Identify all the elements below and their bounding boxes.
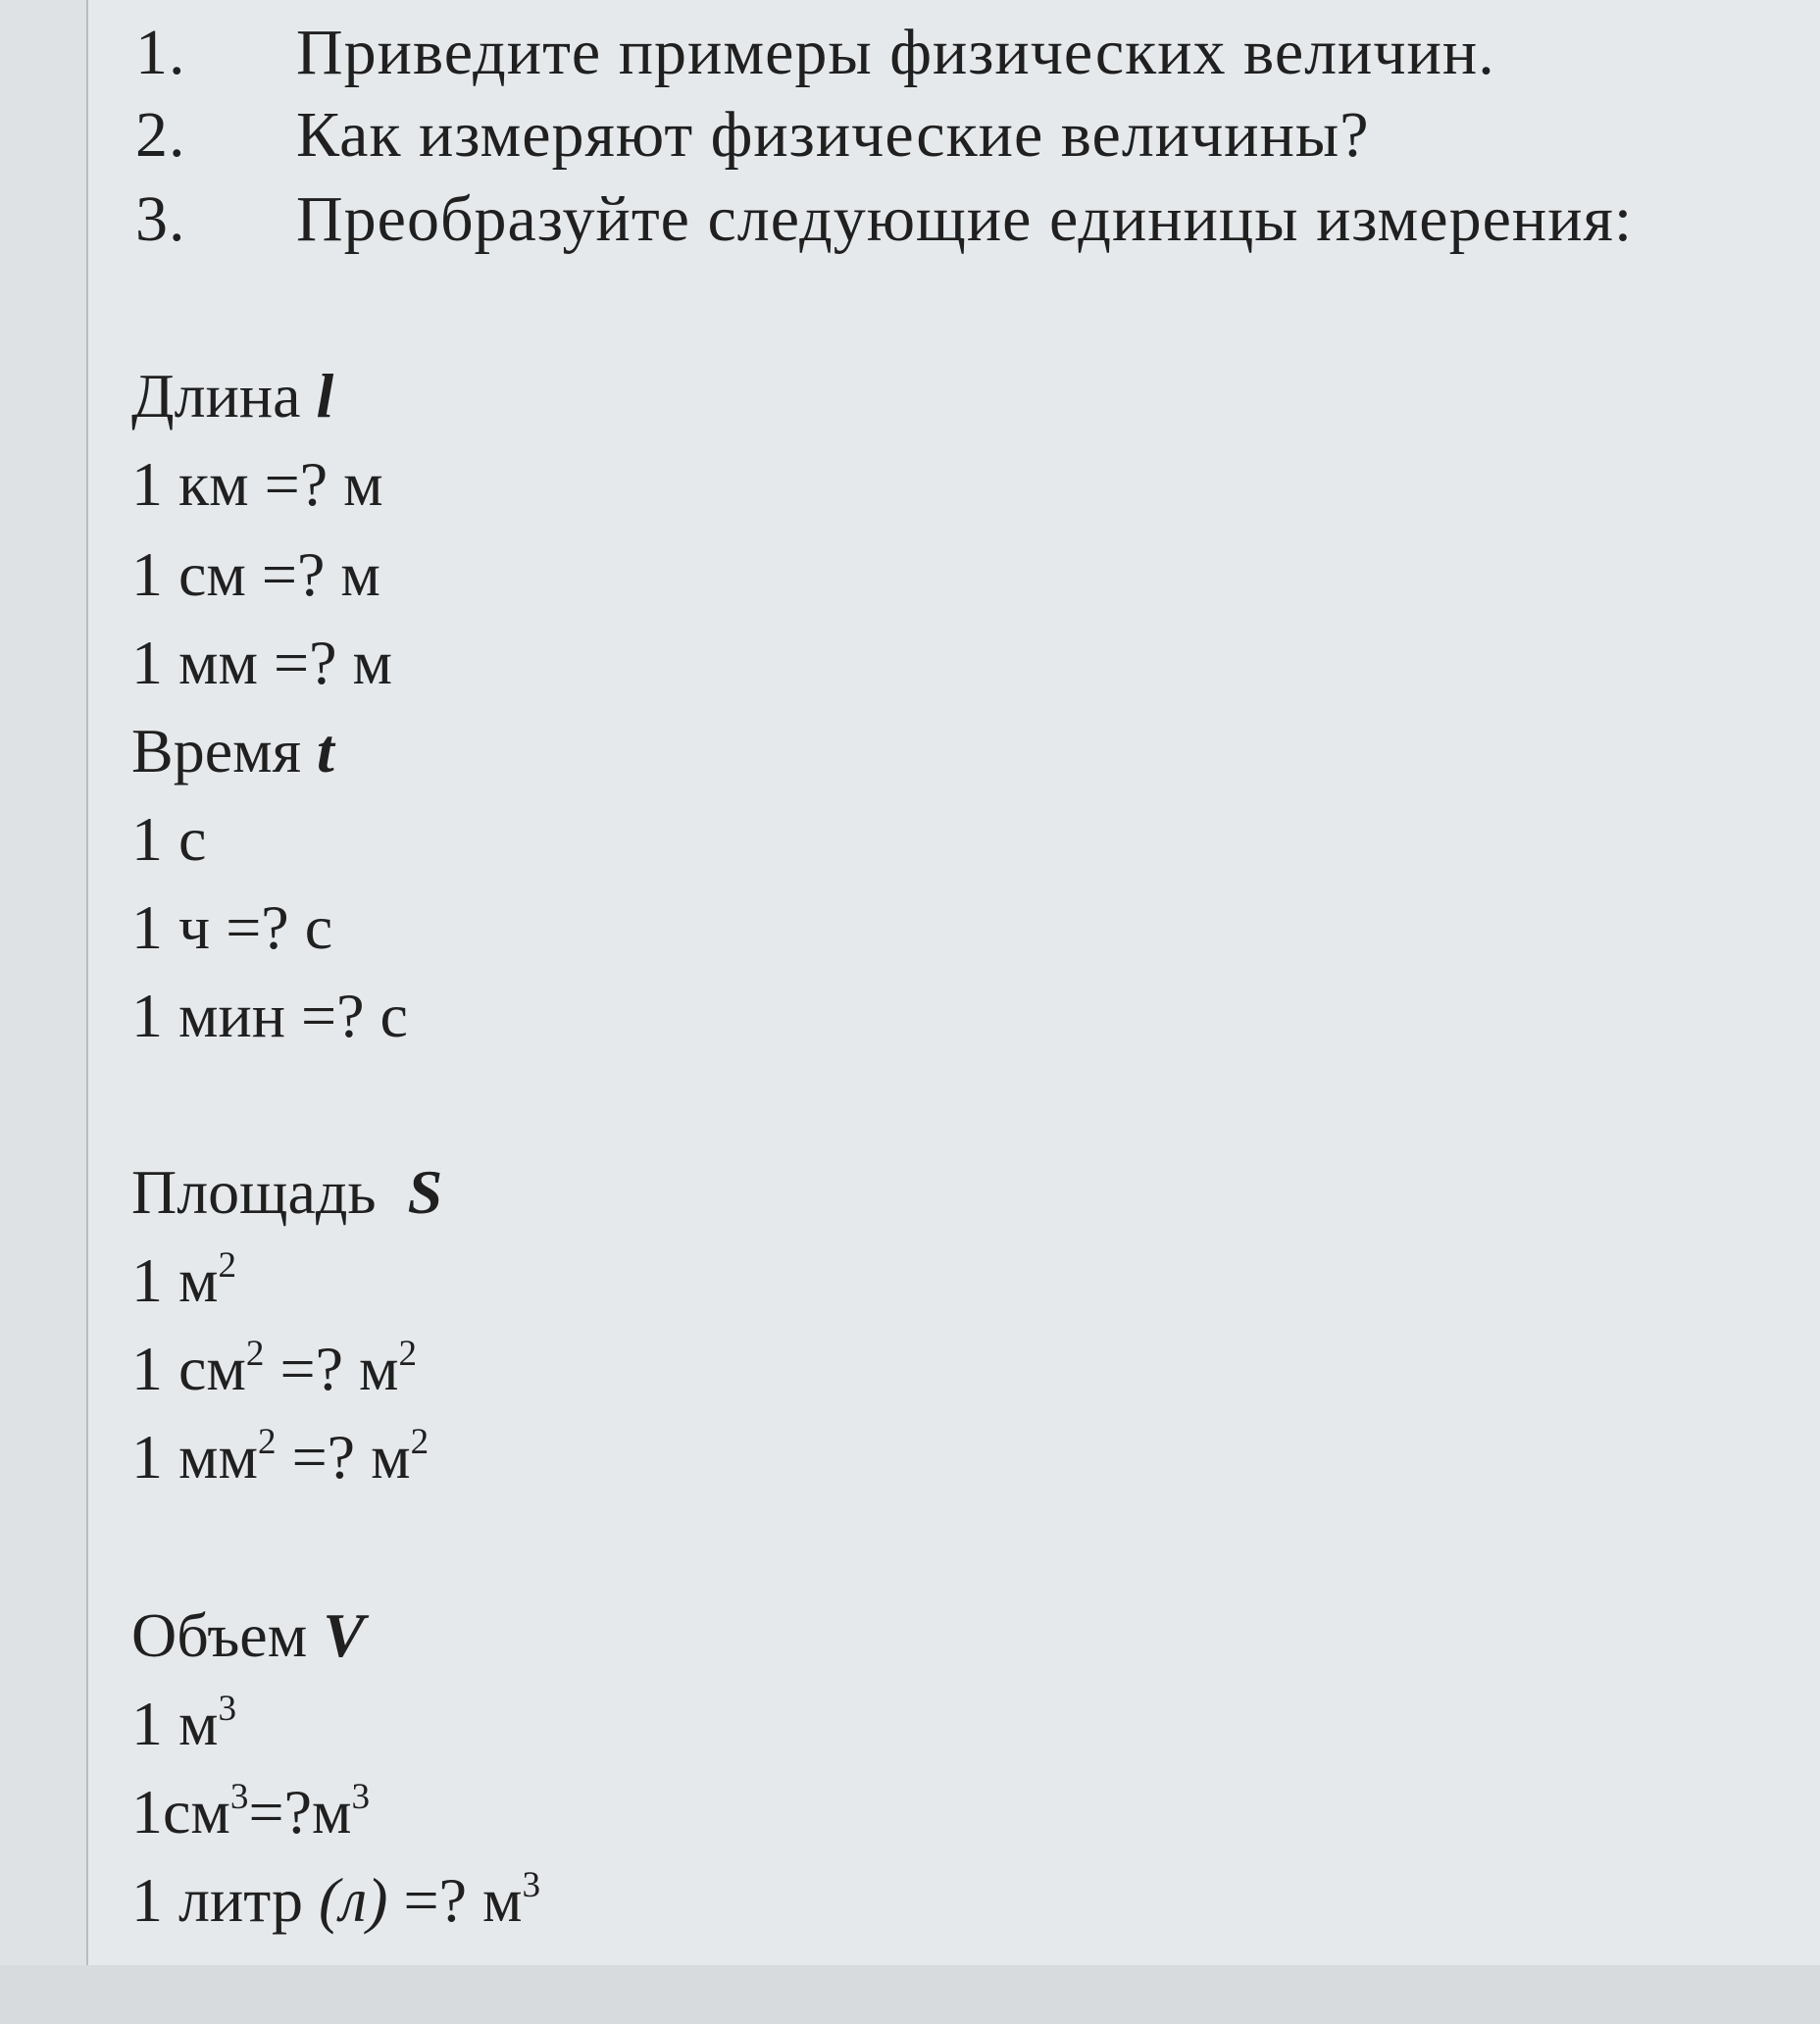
question-text: Приведите примеры физических величин.	[296, 17, 1495, 88]
section-title: Объем	[131, 1600, 308, 1670]
conversion-row: 1 км =? м	[131, 449, 383, 519]
section-title: Длина	[131, 361, 301, 430]
question-text: Преобразуйте следующие единицы измерения:	[296, 183, 1634, 255]
quantity-symbol: l	[316, 361, 334, 430]
conversion-row: 1 с	[131, 804, 207, 874]
unit-text: =? м	[264, 1334, 399, 1403]
unit-text: 1см	[131, 1777, 230, 1847]
question-number: 1.	[135, 17, 186, 88]
question-3	[135, 180, 1633, 259]
section-heading-area	[131, 1153, 442, 1232]
exponent: 3	[522, 1864, 541, 1905]
unit-text: 1 м	[131, 1689, 219, 1758]
section-title: Время	[131, 716, 302, 785]
question-number: 3.	[135, 183, 186, 255]
exponent: 3	[218, 1688, 237, 1729]
exponent: 2	[245, 1333, 265, 1374]
section-heading-length	[131, 357, 333, 435]
unit-text: 1 мм	[131, 1422, 258, 1492]
exponent: 2	[258, 1421, 277, 1462]
unit-text: 1 см	[131, 1334, 246, 1403]
question-2	[135, 96, 1370, 175]
unit-text: 1 литр	[131, 1865, 319, 1935]
conversion-row	[131, 1773, 370, 1851]
unit-text: =? м	[387, 1865, 523, 1935]
conversion-row: 1 мм =? м	[131, 628, 392, 697]
conversion-row	[131, 1861, 540, 1940]
question-text: Как измеряют физические величины?	[296, 99, 1370, 171]
document-page	[86, 0, 1820, 1965]
section-heading-volume	[131, 1596, 365, 1675]
conversion-row: 1 мин =? с	[131, 981, 408, 1050]
quantity-symbol: V	[323, 1600, 365, 1670]
liter-abbreviation: (л)	[318, 1865, 388, 1935]
quantity-symbol: S	[407, 1157, 443, 1227]
exponent: 2	[410, 1421, 430, 1462]
exponent: 3	[229, 1776, 249, 1817]
section-title: Площадь	[131, 1157, 377, 1227]
exponent: 2	[398, 1333, 418, 1374]
conversion-row	[131, 1685, 236, 1763]
unit-text: 1 м	[131, 1245, 219, 1315]
conversion-row	[131, 1418, 429, 1496]
quantity-symbol: t	[317, 716, 334, 785]
conversion-row: 1 ч =? с	[131, 892, 333, 962]
page-bottom-margin	[0, 1965, 1820, 2024]
conversion-row	[131, 1241, 236, 1320]
exponent: 3	[351, 1776, 371, 1817]
conversion-row	[131, 1330, 417, 1408]
conversion-row: 1 см =? м	[131, 539, 380, 609]
section-heading-time	[131, 712, 334, 790]
exponent: 2	[218, 1244, 237, 1286]
question-1	[135, 14, 1495, 92]
question-number: 2.	[135, 99, 186, 171]
unit-text: =?м	[248, 1777, 352, 1847]
unit-text: =? м	[276, 1422, 411, 1492]
